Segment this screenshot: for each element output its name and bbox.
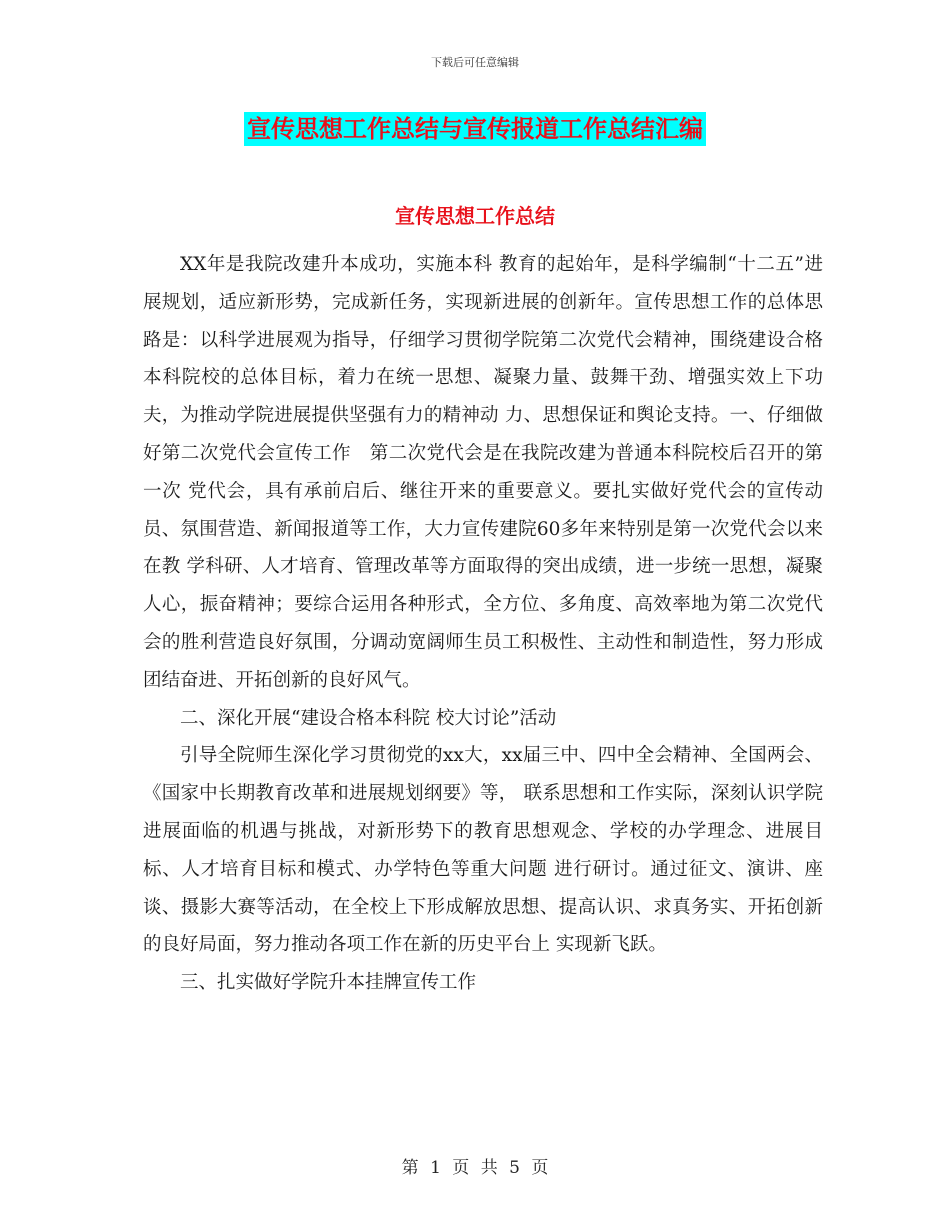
page-number-footer: 第 1 页 共 5 页 — [401, 1158, 549, 1178]
section-title: 宣传思想工作总结 — [395, 204, 555, 228]
paragraph: 三、扎实做好学院升本挂牌宣传工作 — [180, 972, 477, 994]
paragraph: 二、深化开展“建设合格本科院 校大讨论”活动 — [180, 707, 557, 729]
header-note: 下载后可任意编辑 — [431, 56, 519, 69]
document-body — [143, 246, 823, 1002]
document-title: 宣传思想工作总结与宣传报道工作总结汇编 — [244, 112, 706, 146]
document-title-container — [0, 112, 950, 146]
paragraph: 引导全院师生深化学习贯彻党的xx大，xx届三中、四中全会精神、全国两会、《国家中长期教育改革和进展规划纲要》等， 联系思想和工作实际，深刻认识学院进展面临的机遇与挑战，对新形势下的教育思想观念、学校的办学理念、进展目标、人才培育目标和模式、办学特色等重大问题 进行研讨。通过征文、演讲、座谈、摄影大赛等活动，在全校上下形成解放思想、提高认识、求真务实、开拓创新的良好局面，努力推动各项工作在新的历史平台上 实现新飞跃。 — [143, 745, 823, 956]
paragraph: XX年是我院改建升本成功，实施本科 教育的起始年，是科学编制“十二五”进展规划，适应新形势，完成新任务，实现新进展的创新年。宣传思想工作的总体思路是：以科学进展观为指导，仔细学习贯彻学院第二次党代会精神，围绕建设合格本科院校的总体目标，着力在统一思想、凝聚力量、鼓舞干劲、增强实效上下功夫，为推动学院进展提供坚强有力的精神动 力、思想保证和舆论支持。一、仔细做好第二次党代会宣传工作 第二次党代会是在我院改建为普通本科院校后召开的第一次 党代会，具有承前启后、继往开来的重要意义。要扎实做好党代会的宣传动员、氛围营造、新闻报道等工作，大力宣传建院60多年来特别是第一次党代会以来在教 学科研、人才培育、管理改革等方面取得的突出成绩，进一步统一思想，凝聚人心，振奋精神；要综合运用各种形式，全方位、多角度、高效率地为第二次党代会的胜利营造良好氛围，分调动宽阔师生员工积极性、主动性和制造性，努力形成团结奋进、开拓创新的良好风气。 — [143, 254, 823, 691]
